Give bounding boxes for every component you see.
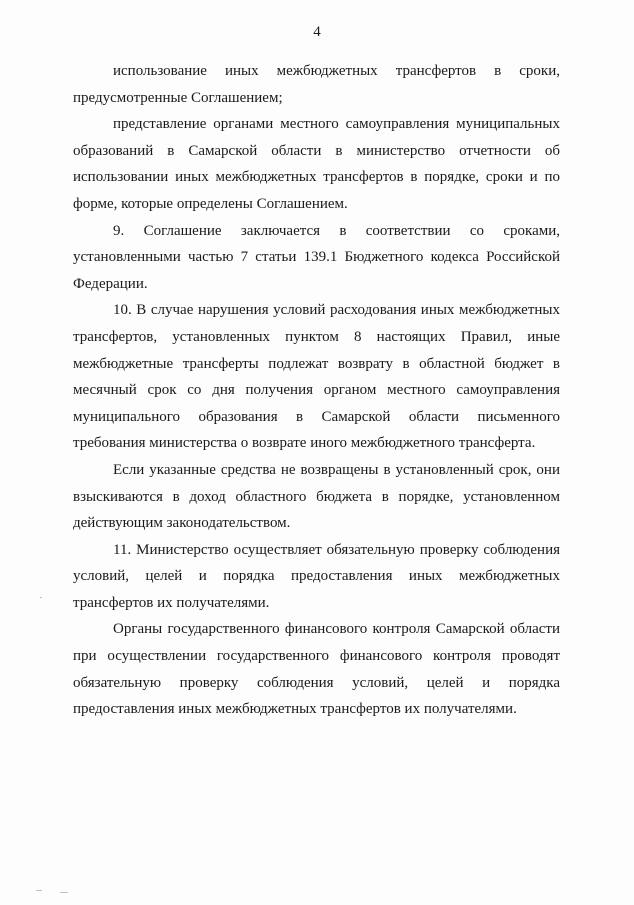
scan-artifact xyxy=(60,892,68,893)
paragraph-recovery: Если указанные средства не возвращены в установленный срок, они взыскиваются в доход областного бюджета в порядке, установленном действующим законодательством. xyxy=(73,461,560,532)
paragraph-usage-deadlines: использование иных межбюджетных трансфертов в сроки, предусмотренные Соглашением; xyxy=(73,63,560,106)
document-body xyxy=(73,58,560,723)
paragraph-financial-control: Органы государственного финансового контроля Самарской области при осуществлении государственного финансового контроля проводят обязательную проверку соблюдения условий, целей и порядка предоставления иных межбюджетных трансфертов их получателями. xyxy=(73,621,560,718)
page-number: 4 xyxy=(313,24,321,40)
scan-artifact xyxy=(36,890,42,891)
scan-artifact xyxy=(40,597,42,598)
paragraph-item-11: 11. Министерство осуществляет обязательную проверку соблюдения условий, целей и порядка предоставления иных межбюджетных трансфертов их получателями. xyxy=(73,541,560,611)
paragraph-reporting: представление органами местного самоуправления муниципальных образований в Самарской области в министерство отчетности об использовании иных межбюджетных трансфертов в порядке, сроки и по форме, которые определены Соглашением. xyxy=(73,116,560,212)
paragraph-item-10: 10. В случае нарушения условий расходования иных межбюджетных трансфертов, установленных пунктом 8 настоящих Правил, иные межбюджетные трансферты подлежат возврату в областной бюджет в месячный срок со дня получения органом местного самоуправления муниципального образования в Самарской области письменного требования министерства о возврате иного межбюджетного трансферта. xyxy=(73,302,560,452)
paragraph-item-9: 9. Соглашение заключается в соответствии со сроками, установленными частью 7 статьи 139.1 Бюджетного кодекса Российской Федерации. xyxy=(73,222,560,292)
